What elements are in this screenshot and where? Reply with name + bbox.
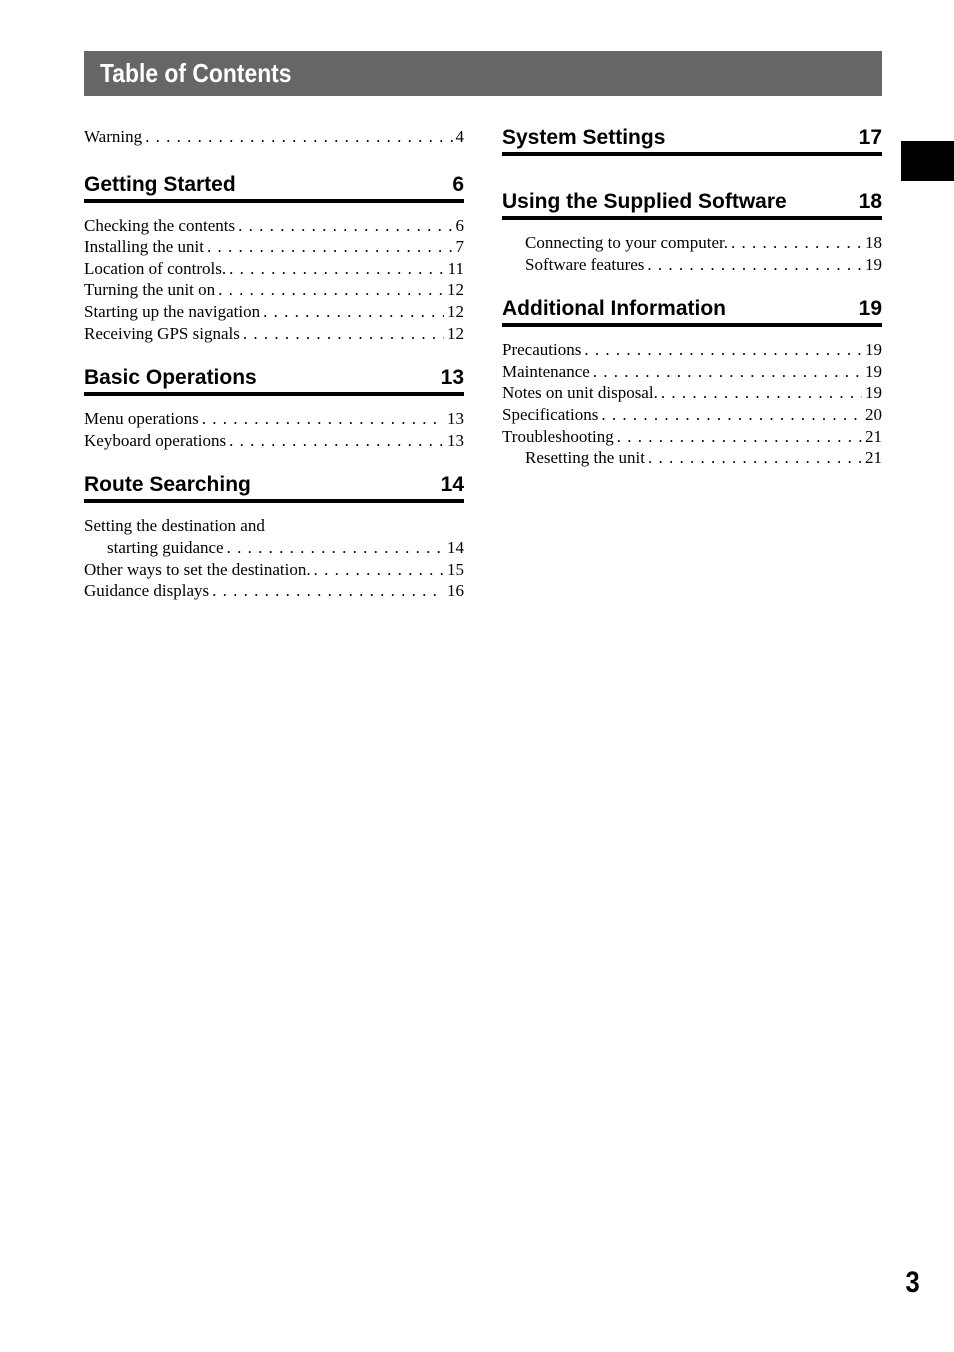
section-heading[interactable]: Basic Operations 13 bbox=[84, 366, 464, 396]
toc-entry-warning[interactable]: Warning . . . 4 bbox=[84, 126, 464, 148]
toc-section-getting-started bbox=[84, 173, 464, 345]
toc-entry[interactable]: Guidance displays . . . 16 bbox=[84, 580, 464, 602]
toc-entry[interactable]: Installing the unit . . . 7 bbox=[84, 236, 464, 258]
toc-entry[interactable]: Troubleshooting . . . 21 bbox=[502, 426, 882, 448]
toc-entry[interactable]: Keyboard operations . . . 13 bbox=[84, 430, 464, 452]
toc-section-basic-operations bbox=[84, 366, 464, 451]
toc-entry[interactable]: Turning the unit on . . . 12 bbox=[84, 279, 464, 301]
toc-section-route-searching bbox=[84, 473, 464, 601]
toc-entry[interactable]: Notes on unit disposal. . . . 19 bbox=[502, 382, 882, 404]
section-heading[interactable]: Using the Supplied Software 18 bbox=[502, 190, 882, 220]
toc-entry[interactable]: Receiving GPS signals . . . 12 bbox=[84, 323, 464, 345]
toc-entry[interactable]: Connecting to your computer. . . . 18 bbox=[502, 232, 882, 254]
toc-entry[interactable]: starting guidance . . . 14 bbox=[84, 537, 464, 559]
toc-entry[interactable]: Maintenance . . . 19 bbox=[502, 361, 882, 383]
page-number: 3 bbox=[905, 1266, 920, 1299]
section-tab-marker bbox=[901, 141, 954, 181]
toc-entry[interactable]: Location of controls. . . . 11 bbox=[84, 258, 464, 280]
section-heading[interactable]: System Settings 17 bbox=[502, 126, 882, 156]
section-heading[interactable]: Route Searching 14 bbox=[84, 473, 464, 503]
toc-entry[interactable]: Checking the contents . . . 6 bbox=[84, 215, 464, 237]
toc-entry[interactable]: Resetting the unit . . . 21 bbox=[502, 447, 882, 469]
toc-entry[interactable]: Specifications . . . 20 bbox=[502, 404, 882, 426]
toc-left-column bbox=[84, 126, 464, 602]
toc-section-system-settings bbox=[502, 126, 882, 156]
page-title-banner bbox=[84, 51, 882, 96]
toc-section-supplied-software bbox=[502, 190, 882, 275]
toc-entry-first-line[interactable]: Setting the destination and bbox=[84, 516, 265, 536]
toc-section-additional-information bbox=[502, 297, 882, 469]
toc-entry[interactable]: Precautions . . . 19 bbox=[502, 339, 882, 361]
toc-entry[interactable]: Starting up the navigation . . . 12 bbox=[84, 301, 464, 323]
toc-entry[interactable]: Other ways to set the destination. . . . 15 bbox=[84, 559, 464, 581]
toc-right-column bbox=[502, 126, 882, 469]
section-heading[interactable]: Getting Started 6 bbox=[84, 173, 464, 203]
toc-entry[interactable]: Menu operations . . . 13 bbox=[84, 408, 464, 430]
leader-dots bbox=[145, 126, 452, 148]
page-title: Table of Contents bbox=[100, 58, 292, 88]
section-heading[interactable]: Additional Information 19 bbox=[502, 297, 882, 327]
toc-entry[interactable]: Software features . . . 19 bbox=[502, 254, 882, 276]
